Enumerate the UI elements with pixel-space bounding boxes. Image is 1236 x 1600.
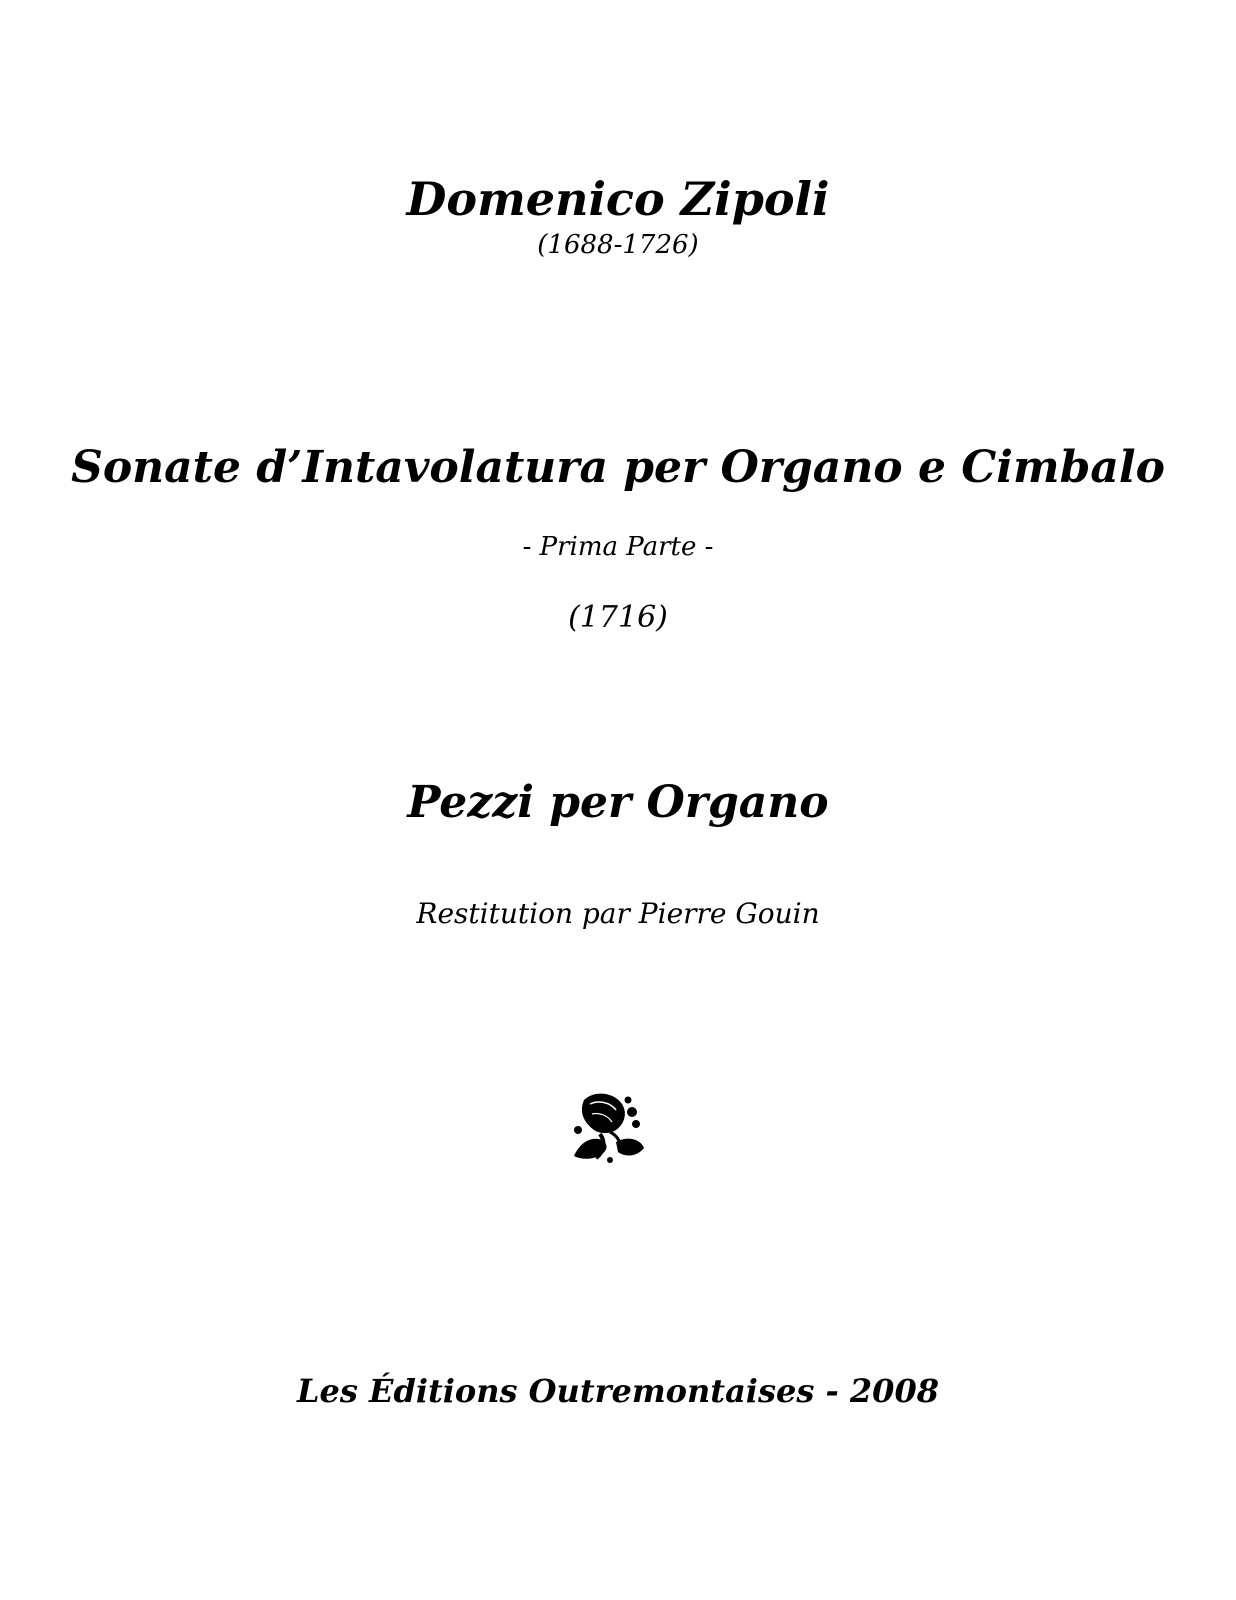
publisher-footer: Les Éditions Outremontaises - 2008 (297, 1372, 939, 1410)
work-part: - Prima Parte - (522, 532, 714, 562)
composer-name: Domenico Zipoli (406, 172, 830, 226)
work-year: (1716) (568, 600, 668, 635)
fleuron-leaf-icon (570, 1090, 646, 1164)
work-title: Sonate d’Intavolatura per Organo e Cimbalo (71, 442, 1165, 493)
collection-title: Pezzi per Organo (407, 777, 829, 828)
restitution-credit: Restitution par Pierre Gouin (416, 897, 820, 930)
composer-dates: (1688-1726) (537, 230, 699, 260)
